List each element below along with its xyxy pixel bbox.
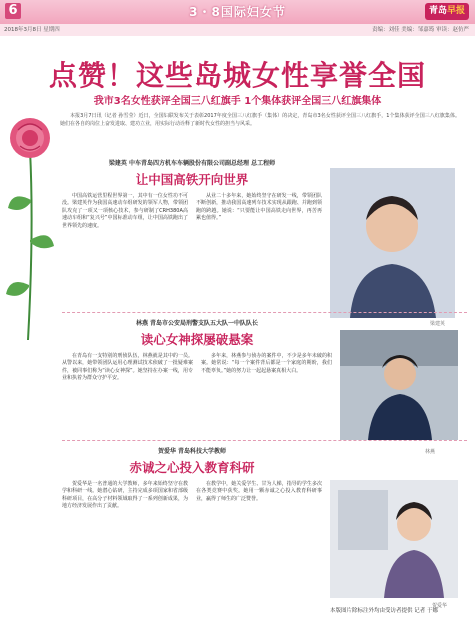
lead-paragraph: 本报3月7日讯（记者 孙雪莹）近日，全国妇联发布关于表彰2017年度全国三八红旗手（集体）的决定，青岛市3名女性获评全国三八红旗手，1个集体获评全国三八红旗集体。她们在各自的岗位上奋发进取、建功立业，用实际行动诠释了新时代女性的担当与风采。 (60, 113, 460, 127)
photo-liang-jianying (330, 168, 455, 318)
rose-decoration-icon (0, 90, 60, 350)
article-body-col2: 从业二十多年来，她始终坚守在研发一线，带领团队不断创新，推动我国高速列车技术实现从跟跑、并跑到领跑的跨越。她说：“只要能让中国高铁走向世界，再苦再累也值得。” (196, 193, 322, 222)
section-header-band (0, 0, 475, 24)
logo-text-b: 早报 (446, 6, 465, 16)
article-body-col1: 贺爱华是一名普通的大学教师，多年来始终坚守在教学和科研一线。她潜心钻研，主持完成多项国家和省部级科研项目，在高分子材料领域取得了一系列创新成果，为地方经济发展作出了贡献。 (62, 481, 188, 510)
issue-date: 2018年3月8日 星期四 (4, 27, 60, 33)
article-he-aihua (62, 446, 322, 511)
page-subheadline: 我市3名女性获评全国三八红旗手 1个集体获评全国三八红旗集体 (93, 96, 382, 107)
article-body-col1: 中国高铁运营里程世界第一，其中有一位女性功不可没。梁建英作为我国高速动车组研发的领军人物，带领团队攻克了一项又一项核心技术，参与研制了CRH380A高速动车组和“复兴号”中国标准动车组，让中国高铁跑出了世界领先的速度。 (62, 193, 188, 229)
article-kicker: 贺爱华 青岛科技大学教师 (157, 448, 227, 455)
editor-note: 本版图片除标注外均由受访者提供 记者 于娜 (330, 608, 438, 614)
article-kicker: 林燕 青岛市公安局刑警支队五大队一中队队长 (135, 320, 259, 327)
photo-caption: 林燕 (425, 449, 436, 455)
photo-caption: 梁建英 (430, 321, 446, 327)
article-title: 赤诚之心投入教育科研 (129, 460, 255, 475)
page-headline: 点赞！这些岛城女性享誉全国 (48, 59, 426, 92)
article-body-col1: 在青岛有一支特别的刑侦队伍，林燕就是其中的一员。从警以来，她带领团队运用心理测试技术侦破了一批疑难案件，被同事们称为“读心女神探”。她坚持在办案一线，用专业和执着为群众守护平安。 (62, 353, 193, 382)
article-liang-jianying (62, 158, 322, 230)
article-title: 让中国高铁开向世界 (135, 172, 249, 187)
photo-he-aihua (330, 480, 458, 598)
article-body-col2: 多年来，林燕参与侦办的案件中，不少是多年未破的积案。她常说：“每一个案件背后都是一个家庭的期盼，我们不能辜负。”她的努力让一起起悬案真相大白。 (201, 353, 332, 374)
logo-text-a: 青岛 (428, 6, 447, 16)
section-divider (62, 440, 467, 441)
article-lin-yan (62, 318, 332, 383)
article-body-col2: 在教学中，她关爱学生、甘为人梯，指导的学生多次在各类竞赛中获奖。她用一颗赤诚之心投入教育科研事业，赢得了师生的广泛赞誉。 (196, 481, 322, 502)
photo-lin-yan (340, 330, 458, 440)
article-kicker: 梁建英 中车青岛四方机车车辆股份有限公司副总经理 总工程师 (108, 160, 276, 167)
section-title: 3・8国际妇女节 (189, 5, 286, 19)
article-title: 读心女神探屡破悬案 (140, 332, 254, 347)
editor-credits: 责编：刘佳 美编：邹嘉筠 审读：赵仿严 (372, 27, 469, 33)
section-divider (62, 312, 467, 313)
newspaper-logo (425, 3, 469, 20)
photo-caption: 贺爱华 (432, 603, 448, 609)
date-bar (0, 24, 475, 36)
page-number: 6 (5, 3, 21, 19)
